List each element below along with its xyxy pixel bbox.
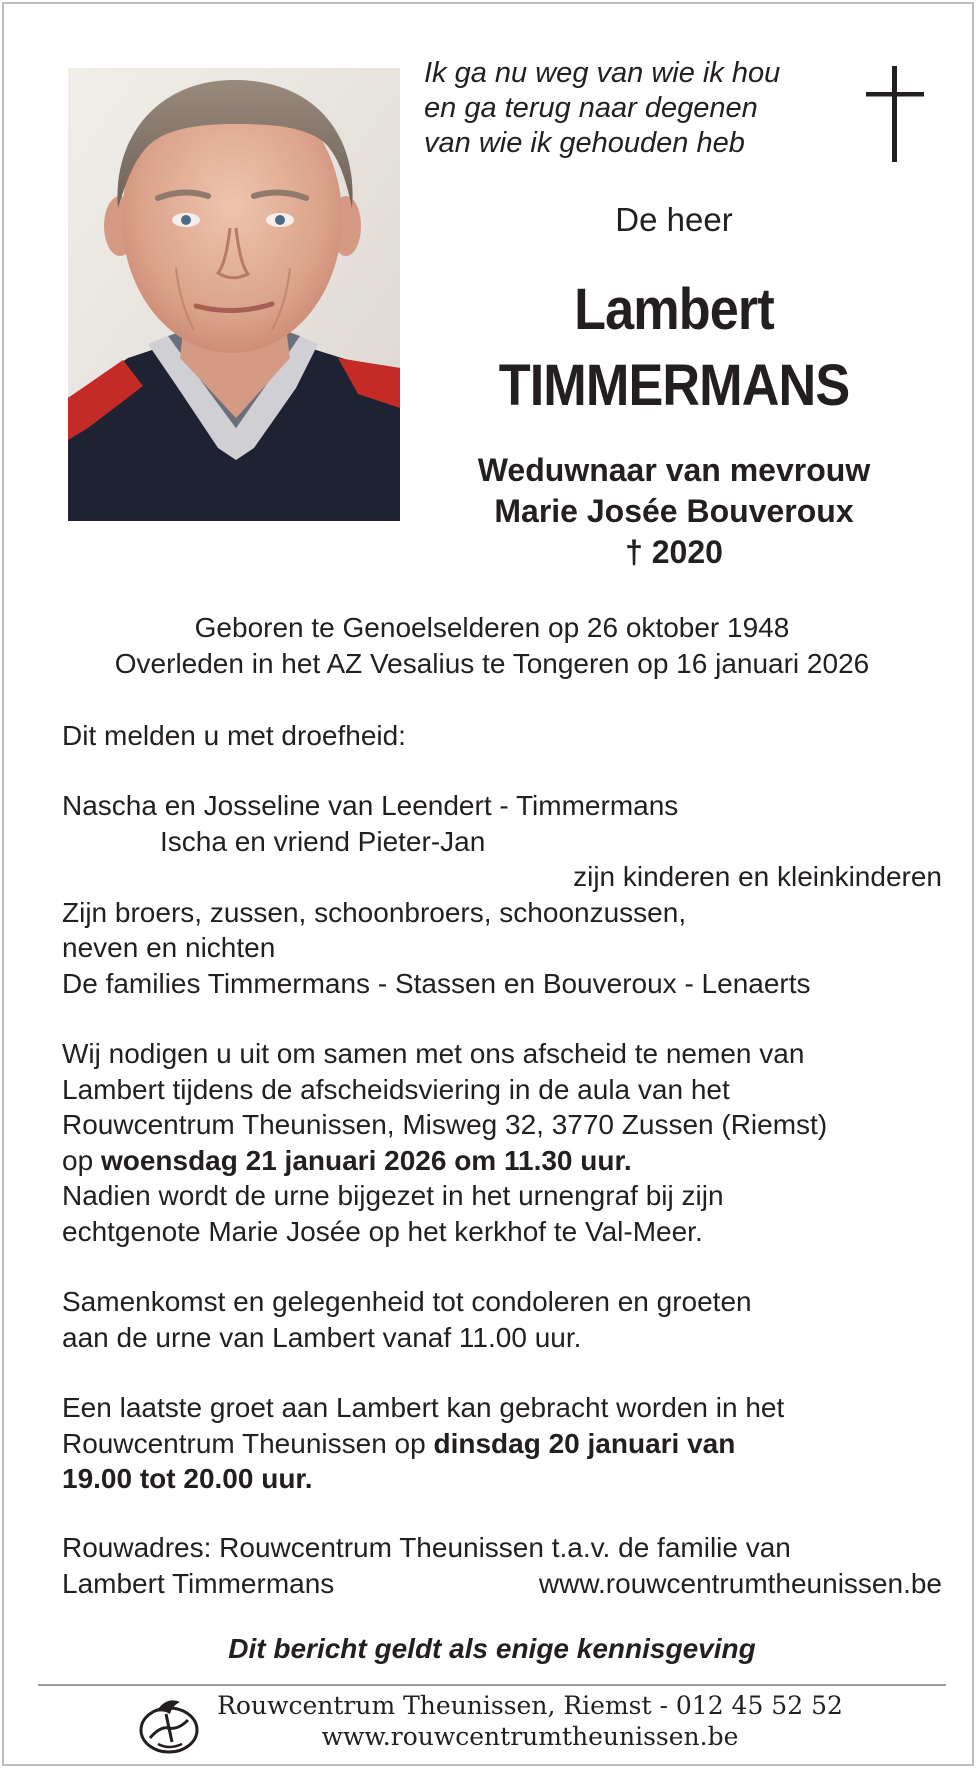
gathering-block bbox=[62, 1284, 942, 1355]
family-line: neven en nichten bbox=[62, 932, 276, 963]
spouse-death-year: † 2020 bbox=[625, 534, 723, 570]
deceased-name bbox=[431, 272, 917, 424]
birth-death-block bbox=[4, 610, 974, 682]
greeting-line bbox=[62, 1426, 942, 1462]
family-line: De families Timmermans - Stassen en Bouveroux - Lenaerts bbox=[62, 967, 811, 999]
greeting-line bbox=[62, 1461, 942, 1497]
ceremony-prefix: op bbox=[62, 1144, 101, 1176]
address-block bbox=[62, 1530, 942, 1601]
family-intro bbox=[62, 718, 942, 754]
greeting-date: dinsdag 20 januari van bbox=[433, 1427, 736, 1459]
footer-line: Rouwcentrum Theunissen, Riemst - 012 45 52 52 bbox=[217, 1691, 843, 1720]
poem-line: Ik ga nu weg van wie ik hou bbox=[424, 57, 781, 89]
ceremony-line: Lambert tijdens de afscheidsviering in de aula van het bbox=[62, 1073, 730, 1105]
family-line: Ischa en vriend Pieter-Jan bbox=[160, 825, 486, 857]
cross-icon bbox=[866, 66, 924, 162]
poem-line: van wie ik gehouden heb bbox=[424, 127, 745, 159]
poem-line: en ga terug naar degenen bbox=[424, 92, 758, 124]
honorific: De heer bbox=[615, 201, 733, 238]
family-intro-text: Dit melden u met droefheid: bbox=[62, 720, 406, 751]
ceremony-line: Rouwcentrum Theunissen, Misweg 32, 3770 Zussen (Riemst) bbox=[62, 1109, 828, 1140]
poem bbox=[424, 56, 864, 161]
ceremony-datetime: woensdag 21 januari 2026 om 11.30 uur. bbox=[100, 1144, 632, 1176]
footer-website: www.rouwcentrumtheunissen.be bbox=[321, 1722, 739, 1751]
family-line: zijn kinderen en kleinkinderen bbox=[573, 861, 942, 892]
sole-notice: Dit bericht geldt als enige kennisgeving bbox=[228, 1633, 756, 1664]
address-row bbox=[62, 1566, 942, 1602]
ceremony-line bbox=[62, 1143, 942, 1179]
spouse-name: Marie Josée Bouveroux bbox=[494, 493, 854, 529]
address-line: Rouwadres: Rouwcentrum Theunissen t.a.v. de familie van bbox=[62, 1532, 791, 1563]
portrait-photo bbox=[68, 68, 400, 521]
gathering-line: Samenkomst en gelegenheid tot condoleren en groeten bbox=[62, 1286, 752, 1317]
obituary-card bbox=[2, 2, 974, 1766]
first-name: Lambert bbox=[574, 277, 774, 342]
last-name: TIMMERMANS bbox=[498, 353, 850, 418]
greeting-time: 19.00 tot 20.00 uur. bbox=[62, 1463, 313, 1494]
footer-divider bbox=[38, 1684, 946, 1686]
portrait-illustration bbox=[68, 68, 400, 521]
gathering-line: aan de urne van Lambert vanaf 11.00 uur. bbox=[62, 1321, 582, 1353]
ceremony-line: Wij nodigen u uit om samen met ons afscheid te nemen van bbox=[62, 1038, 805, 1069]
last-greeting-block bbox=[62, 1390, 942, 1497]
address-family-name: Lambert Timmermans bbox=[62, 1567, 335, 1599]
spouse-line: Weduwnaar van mevrouw bbox=[477, 452, 871, 488]
death-line: Overleden in het AZ Vesalius te Tongeren op 16 januari 2026 bbox=[114, 648, 870, 679]
greeting-prefix: Rouwcentrum Theunissen op bbox=[62, 1427, 434, 1459]
greeting-line: Een laatste groet aan Lambert kan gebracht worden in het bbox=[62, 1392, 785, 1423]
ceremony-block bbox=[62, 1036, 942, 1249]
family-line: Nascha en Josseline van Leendert - Timmermans bbox=[62, 790, 679, 821]
address-website: www.rouwcentrumtheunissen.be bbox=[538, 1567, 942, 1599]
footer-contact bbox=[200, 1690, 860, 1752]
ceremony-line: echtgenote Marie Josée op het kerkhof te Val-Meer. bbox=[62, 1215, 703, 1247]
funeral-home-logo-icon bbox=[136, 1690, 202, 1756]
family-line: Zijn broers, zussen, schoonbroers, schoonzussen, bbox=[62, 896, 687, 928]
ceremony-line: Nadien wordt de urne bijgezet in het urnengraf bij zijn bbox=[62, 1180, 724, 1211]
family-list bbox=[62, 788, 942, 1001]
birth-line: Geboren te Genoelselderen op 26 oktober 1948 bbox=[194, 612, 790, 643]
spouse-block bbox=[404, 450, 944, 573]
